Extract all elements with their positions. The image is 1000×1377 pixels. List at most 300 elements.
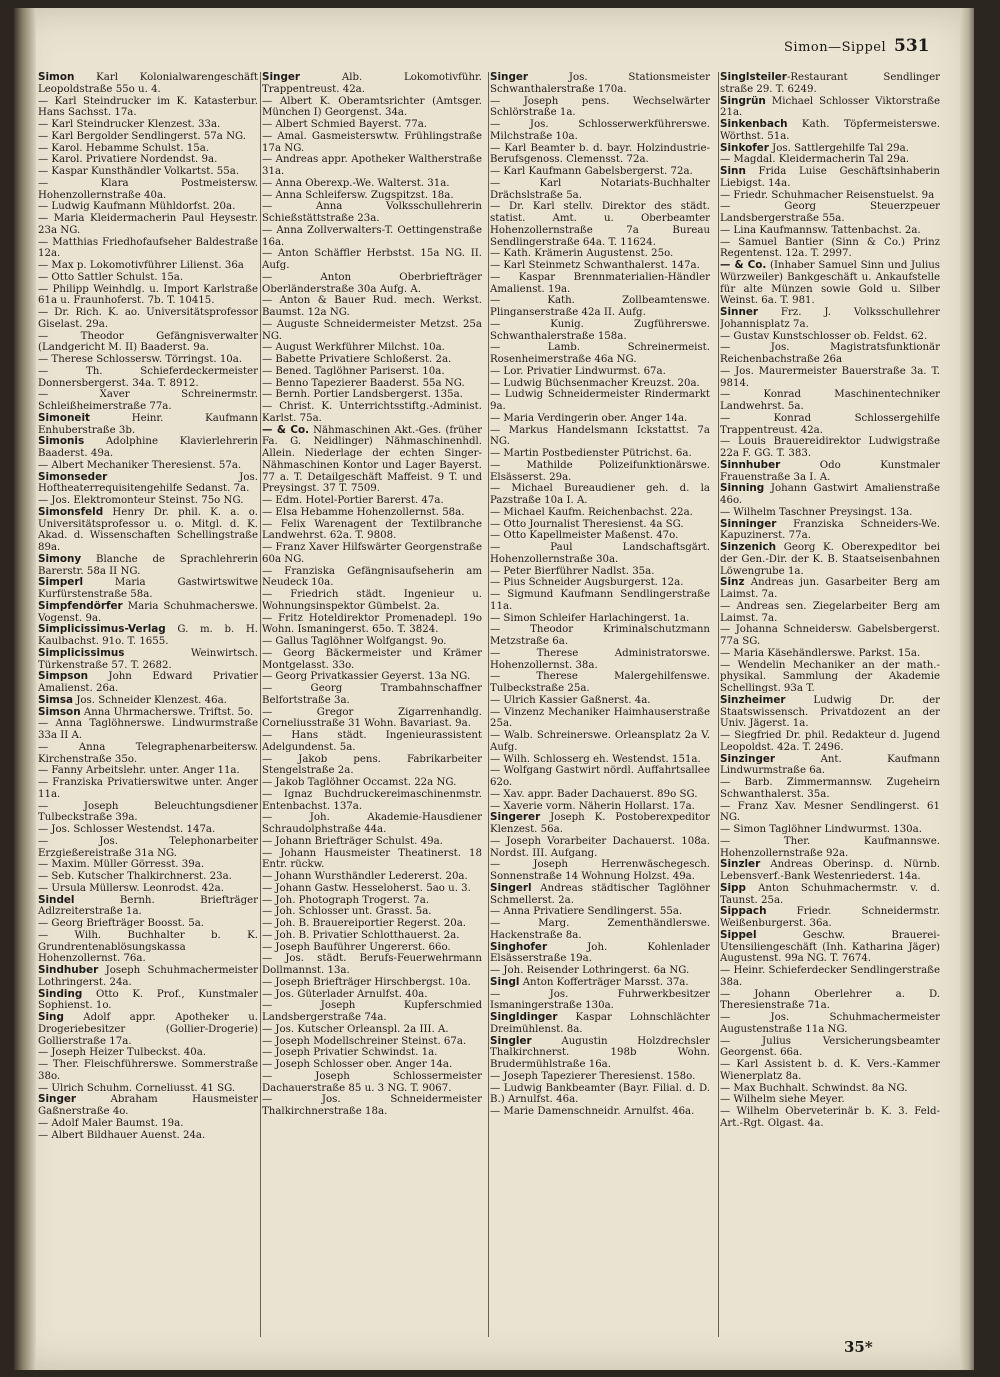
directory-entry: [490, 1106, 710, 1118]
entry-text: — Karl Steindrucker im K. Katasterbur. Hans Sachsst. 17a.: [38, 95, 258, 119]
entry-text: Otto K. Prof., Kunstmaler Sophienst. 1o.: [38, 988, 258, 1012]
entry-text: — Jakob pens. Fabrikarbeiter Stengelstraße 2a.: [262, 753, 482, 777]
directory-entry: [720, 859, 940, 883]
directory-entry: [38, 307, 258, 331]
directory-entry: [490, 883, 710, 907]
entry-text: — Philipp Weinhdlg. u. Import Karlstraße 61a u. Fraunhoferst. 7b. T. 10415.: [38, 283, 258, 307]
entry-surname: Singer: [38, 1094, 77, 1106]
entry-text: — Anna Taglöhnerswe. Lindwurmstraße 33a II A.: [38, 718, 258, 741]
directory-entry: [38, 507, 258, 554]
entry-text: — Mathilde Polizeifunktionärswe. Elsässerst. 29a.: [490, 459, 710, 483]
directory-entry: [38, 695, 258, 707]
entry-text: Joseph Schuhmachermeister Lothringerst. 24a.: [38, 965, 258, 988]
entry-surname: Singlsteiler: [720, 72, 787, 83]
directory-entry: [490, 989, 710, 1013]
directory-entry: [38, 143, 258, 155]
entry-text: Joh. Kohlenlader Elsässerstraße 19a.: [490, 941, 710, 965]
entry-surname: Simony: [38, 553, 82, 565]
directory-entry: [490, 859, 710, 883]
entry-text: — Ulrich Kassier Gaßnerst. 4a.: [490, 694, 651, 706]
directory-entry: [490, 319, 710, 343]
directory-entry: [38, 601, 258, 625]
entry-text: — Karl Beamter b. d. bayr. Holzindustrie-Berufsgenoss. Clemensst. 72a.: [490, 142, 710, 166]
entry-text: — Ulrich Schuhm. Corneliusst. 41 SG.: [38, 1082, 236, 1094]
entry-text: Joseph K. Postoberexpeditor Klenzest. 56a.: [490, 812, 710, 835]
directory-entry: [490, 72, 710, 96]
entry-text: — Joh. Reisender Lothringerst. 6a NG.: [490, 965, 690, 976]
directory-entry: [38, 883, 258, 895]
directory-entry: [262, 190, 482, 202]
directory-entry: [490, 201, 710, 248]
directory-entry: [38, 930, 258, 965]
directory-entry: [38, 671, 258, 695]
directory-entry: [38, 260, 258, 272]
entry-surname: Sinninger: [720, 518, 777, 530]
entry-text: — Franz Xav. Mesner Sendlingerst. 61 NG.: [720, 800, 940, 824]
entry-text: — Babette Privatiere Schloßerst. 2a.: [262, 354, 452, 365]
directory-entry: [490, 519, 710, 531]
directory-entry: [262, 342, 482, 354]
entry-text: Adolf appr. Apotheker u. Drogeriebesitzer (Gollier-Drogerie) Gollierstraße 17a.: [38, 1012, 258, 1047]
directory-entry: [38, 1094, 258, 1118]
directory-entry: [262, 1000, 482, 1024]
directory-entry: [262, 848, 482, 872]
entry-text: — Joh. B. Brauereiportier Regerst. 20a.: [262, 918, 467, 929]
entry-text: — Karl Steindrucker Klenzest. 33a.: [38, 119, 221, 130]
entry-text: — Albert Bildhauer Auenst. 24a.: [38, 1129, 206, 1141]
entry-text: — Johanna Schneidersw. Gabelsbergerst. 77a SG.: [720, 624, 940, 647]
directory-entry: [490, 577, 710, 589]
directory-entry: [720, 542, 940, 577]
directory-entry: [38, 801, 258, 825]
entry-text: — Joseph Modellschreiner Steinst. 67a.: [262, 1035, 467, 1047]
entry-text: — Otto Sattler Schulst. 15a.: [38, 271, 184, 283]
entry-text: — Wilh. Buchhalter b. K. Grundrentenablösungskassa Hohenzollernst. 76a.: [38, 929, 258, 965]
entry-text: — Franziska Privatierswitwe unter. Anger 11a.: [38, 777, 258, 800]
entry-surname: Sinkofer: [720, 142, 769, 154]
directory-entry: [38, 1059, 258, 1083]
entry-text: — Benno Tapezierer Baaderst. 55a NG.: [262, 377, 465, 389]
entry-text: — Joh. Akademie-Hausdiener Schraudolphstraße 44a.: [262, 812, 482, 835]
directory-entry: [38, 460, 258, 472]
entry-text: — Joseph Privatier Schwindst. 1a.: [262, 1047, 438, 1059]
directory-page: [14, 8, 974, 1370]
entry-text: — Ludwig Büchsenmacher Kreuzst. 20a.: [490, 377, 700, 389]
directory-entry: [262, 836, 482, 848]
entry-text: — Kath. Zollbeamtenswe. Plinganserstraße 42a II. Aufg.: [490, 295, 710, 318]
directory-entry: [262, 401, 482, 425]
entry-text: — Julius Versicherungsbeamter Georgenst. 66a.: [720, 1035, 940, 1059]
directory-entry: [38, 1118, 258, 1130]
directory-entry: [38, 718, 258, 742]
entry-text: — Peter Bierführer Nadlst. 35a.: [490, 565, 655, 577]
directory-entry: [490, 389, 710, 413]
entry-text: — Jos. Schlosserwerkführerswe. Milchstraße 10a.: [490, 119, 710, 142]
directory-entry: [262, 1059, 482, 1071]
directory-entry: [38, 554, 258, 578]
directory-entry: [38, 413, 258, 437]
entry-text: — Karol. Hebamme Schulst. 15a.: [38, 142, 210, 154]
entry-text: — Michael Bureaudiener geh. d. la Pazstraße 10a I. A.: [490, 483, 710, 506]
directory-entry: [490, 1083, 710, 1107]
entry-text: — Kaspar Brennmaterialien-Händler Amalienst. 19a.: [490, 271, 710, 295]
directory-entry: [720, 507, 940, 519]
directory-entry: [38, 895, 258, 919]
directory-entry: [262, 248, 482, 272]
entry-text: — Paul Landschaftsgärt. Hohenzollernstraße 30a.: [490, 542, 710, 565]
entry-text: — Joseph pens. Wechselwärter Schlörstraße 1a.: [490, 95, 710, 119]
entry-text: (Inhaber Samuel Sinn und Julius Würzweiler) Bankgeschäft u. Ankaufstelle für alte Münzen sowie Gold u. Silber Weinst. 6a. T. 981.: [720, 260, 940, 307]
directory-entry: [38, 96, 258, 120]
entry-text: — Jos. Schneidermeister Thalkirchnerstraße 18a.: [262, 1094, 482, 1117]
entry-surname: Sinkenbach: [720, 119, 788, 130]
directory-entry: [262, 977, 482, 989]
directory-entry: [262, 754, 482, 778]
directory-entry: [490, 366, 710, 378]
entry-text: — Anton Schäffler Herbstst. 15a NG. II. Aufg.: [262, 248, 482, 271]
directory-entry: [720, 824, 940, 836]
directory-entry: [38, 237, 258, 261]
book-gutter: [14, 8, 36, 1370]
entry-text: — Marg. Zementhändlerswe. Hackenstraße 8a.: [490, 918, 710, 941]
directory-entry: [262, 72, 482, 96]
directory-entry: [38, 836, 258, 860]
entry-text: — Adolf Maler Baumst. 19a.: [38, 1117, 184, 1129]
entry-text: — Xav. appr. Bader Dachauerst. 89o SG.: [490, 788, 698, 800]
entry-text: — Lina Kaufmannsw. Tattenbachst. 2a.: [720, 224, 921, 236]
directory-entry: [720, 601, 940, 625]
entry-text: — Kunig. Zugführerswe. Schwanthalerstraße 158a.: [490, 318, 710, 342]
entry-surname: Sinning: [720, 483, 765, 495]
entry-text: — Samuel Bantier (Sinn & Co.) Prinz Regentenst. 12a. T. 2997.: [720, 236, 940, 260]
entry-surname: Singldinger: [490, 1012, 558, 1023]
entry-text: — Wilhelm siehe Meyer.: [720, 1094, 845, 1106]
directory-entry: [262, 871, 482, 883]
entry-text: — Ludwig Schneidermeister Rindermarkt 9a.: [490, 389, 710, 412]
entry-surname: Sindel: [38, 894, 75, 906]
directory-entry: [490, 965, 710, 977]
directory-entry: [262, 789, 482, 813]
entry-text: — Anna Volksschullehrerin Schießstättstraße 23a.: [262, 201, 482, 224]
entry-text: — Johann Wursthändler Ledererst. 20a.: [262, 871, 468, 882]
entry-text: — Anton Oberbriefträger Oberländerstraße 30a Aufg. A.: [262, 271, 482, 295]
entry-text: — Ther. Kaufmannswe. Hohenzollernstraße 92a.: [720, 835, 940, 859]
directory-entry: [490, 836, 710, 860]
column-3: [490, 72, 710, 1118]
entry-text: Jos. Schneider Klenzest. 46a.: [73, 694, 227, 706]
directory-entry: [490, 425, 710, 449]
entry-text: — Kaspar Kunsthändler Volkartst. 55a.: [38, 166, 240, 177]
directory-entry: [262, 812, 482, 836]
directory-entry: [490, 918, 710, 942]
directory-entry: [38, 707, 258, 719]
entry-text: — Pius Schneider Augsburgerst. 12a.: [490, 577, 684, 589]
entry-text: — Max Buchhalt. Schwindst. 8a NG.: [720, 1082, 908, 1094]
directory-entry: [38, 354, 258, 366]
directory-entry: [720, 577, 940, 601]
directory-entry: [38, 366, 258, 390]
column-4: [720, 72, 940, 1130]
entry-text: — Therese Schlossersw. Törringst. 10a.: [38, 354, 243, 365]
entry-text: Andreas städtischer Taglöhner Schmellerst. 2a.: [490, 882, 710, 906]
entry-text: Michael Schlosser Viktorstraße 21a.: [720, 95, 940, 119]
directory-entry: [720, 801, 940, 825]
entry-text: — Markus Handelsmann Ickstattst. 7a NG.: [490, 424, 710, 448]
entry-text: — Ludwig Bankbeamter (Bayr. Filial. d. D. B.) Arnulfst. 46a.: [490, 1082, 710, 1106]
entry-text: — Joseph Bauführer Ungererst. 66o.: [262, 941, 451, 953]
entry-text: — Sigmund Kaufmann Sendlingerstraße 11a.: [490, 589, 710, 612]
entry-surname: Simon: [38, 72, 75, 83]
entry-text: — Edm. Hotel-Portier Barerst. 47a.: [262, 495, 444, 506]
entry-text: — Maxim. Müller Görresst. 39a.: [38, 859, 205, 871]
directory-entry: [720, 695, 940, 730]
directory-entry: [262, 389, 482, 401]
entry-text: — Georg Privatkassier Geyerst. 13a NG.: [262, 671, 471, 683]
entry-text: — Karl Bergolder Sendlingerst. 57a NG.: [38, 130, 247, 142]
directory-entry: [720, 1012, 940, 1036]
directory-entry: [490, 624, 710, 648]
entry-text: — Joseph Beleuchtungsdiener Tulbeckstraße 39a.: [38, 800, 258, 824]
directory-entry: [38, 436, 258, 460]
directory-entry: [490, 589, 710, 613]
entry-text: Kaspar Lohnschlächter Dreimühlenst. 8a.: [490, 1012, 710, 1035]
entry-text: — Joh. Photograph Trogerst. 7a.: [262, 894, 430, 906]
entry-text: — Walb. Schreinerswe. Orleansplatz 2a V. Aufg.: [490, 730, 710, 753]
entry-text: — Michael Kaufm. Reichenbachst. 22a.: [490, 506, 693, 518]
entry-text: — Joseph Briefträger Hirschbergst. 10a.: [262, 976, 471, 988]
directory-columns: [38, 72, 958, 1332]
directory-entry: [38, 1047, 258, 1059]
directory-entry: [720, 460, 940, 484]
directory-entry: [720, 143, 940, 155]
entry-text: Frida Luise Geschäftsinhaberin Liebigst. 14a.: [720, 166, 940, 189]
directory-entry: [720, 989, 940, 1013]
entry-text: — Hans städt. Ingenieurassistent Adelgundenst. 5a.: [262, 730, 482, 753]
entry-text: — Elsa Hebamme Hohenzollernst. 58a.: [262, 506, 465, 518]
directory-entry: [38, 859, 258, 871]
directory-entry: [720, 201, 940, 225]
entry-text: John Edward Privatier Amalienst. 26a.: [38, 671, 258, 694]
entry-text: — Gustav Kunstschlosser ob. Feldst. 62.: [720, 330, 928, 342]
entry-surname: Simsa: [38, 694, 74, 706]
entry-text: Bernh. Briefträger Adlzreiterstraße 1a.: [38, 894, 258, 918]
directory-entry: [262, 1036, 482, 1048]
entry-text: — Ther. Fleischführerswe. Sommerstraße 38o.: [38, 1059, 258, 1082]
entry-text: — Wilhelm Taschner Preysingst. 13a.: [720, 506, 913, 518]
entry-text: Odo Kunstmaler Frauenstraße 3a I. A.: [720, 459, 940, 483]
entry-text: — Karol. Privatiere Nordendst. 9a.: [38, 154, 218, 166]
directory-entry: [38, 1012, 258, 1047]
directory-entry: [720, 930, 940, 965]
entry-text: — Georg Briefträger Boosst. 5a.: [38, 918, 205, 929]
directory-entry: [720, 119, 940, 143]
entry-text: — Heinr. Schieferdecker Sendlingerstraße 38a.: [720, 965, 940, 988]
directory-entry: [720, 1059, 940, 1083]
entry-text: — Th. Schieferdeckermeister Donnersbergerst. 34a. T. 8912.: [38, 365, 258, 389]
entry-surname: Simplicissimus-Verlag: [38, 624, 166, 636]
entry-text: — Andreas appr. Apotheker Waltherstraße 31a.: [262, 154, 482, 177]
directory-entry: [720, 96, 940, 120]
directory-entry: [38, 284, 258, 308]
entry-text: — Franziska Gefängnisaufseherin am Neudeck 10a.: [262, 565, 482, 589]
entry-surname: Simpfendörfer: [38, 600, 123, 612]
directory-entry: [490, 789, 710, 801]
entry-text: — Max p. Lokomotivführer Lilienst. 36a: [38, 260, 244, 271]
directory-entry: [262, 930, 482, 942]
entry-text: -Restaurant Sendlinger straße 29. T. 6249.: [720, 72, 940, 95]
entry-surname: Singler: [490, 1035, 532, 1047]
directory-entry: [720, 331, 940, 343]
entry-surname: Simplicissimus: [38, 647, 125, 659]
directory-entry: [490, 507, 710, 519]
directory-entry: [262, 319, 482, 343]
directory-entry: [262, 225, 482, 249]
directory-entry: [262, 895, 482, 907]
directory-entry: [720, 1036, 940, 1060]
entry-text: — Johann Gastw. Hesseloherst. 5ao u. 3.: [262, 882, 471, 894]
directory-entry: [720, 730, 940, 754]
directory-entry: [720, 307, 940, 331]
directory-entry: [262, 777, 482, 789]
entry-surname: Simperl: [38, 577, 84, 589]
entry-text: — Jos. Elektromonteur Steinst. 75o NG.: [38, 495, 244, 506]
directory-entry: [490, 119, 710, 143]
entry-text: — Friedrich städt. Ingenieur u. Wohnungsinspektor Gümbelst. 2a.: [262, 589, 482, 612]
entry-text: — Karl Notariats-Buchhalter Drächslstraße 5a.: [490, 177, 710, 201]
directory-entry: [262, 883, 482, 895]
entry-text: — Wilhelm Oberveterinär b. K. 3. Feld-Art.-Rgt. Olgast. 4a.: [720, 1106, 940, 1129]
entry-text: — Albert K. Oberamtsrichter (Amtsger. München I) Georgenst. 34a.: [262, 95, 482, 119]
directory-entry: [38, 272, 258, 284]
entry-text: Augustin Holzdrechsler Thalkirchnerst. 198b Wohn. Brudermühlstraße 16a.: [490, 1035, 710, 1070]
entry-text: — Xaverie vorm. Näherin Hollarst. 17a.: [490, 800, 695, 812]
entry-text: — Siegfried Dr. phil. Redakteur d. Jugend Leopoldst. 42a. T. 2496.: [720, 730, 940, 753]
entry-surname: Simonseder: [38, 471, 108, 483]
entry-text: Alb. Lokomotivführ. Trappentreust. 42a.: [262, 72, 482, 95]
entry-text: Andreas jun. Gasarbeiter Berg am Laimst. 7a.: [720, 577, 940, 600]
directory-entry: [262, 671, 482, 683]
entry-text: — Friedr. Schuhmacher Reisenstuelst. 9a: [720, 189, 935, 201]
entry-text: — Therese Malergehilfenswe. Tulbeckstraße 25a.: [490, 671, 710, 694]
entry-text: Franziska Schneiders-We. Kapuzinerst. 77a.: [720, 518, 940, 542]
entry-text: — Joseph Tapezierer Theresienst. 158o.: [490, 1070, 696, 1082]
directory-entry: [262, 507, 482, 519]
entry-text: — August Werkführer Milchst. 10a.: [262, 342, 445, 354]
directory-entry: [490, 801, 710, 813]
entry-text: Anton Schuhmachermstr. v. d. Taunst. 25a.: [720, 882, 940, 906]
directory-entry: [490, 648, 710, 672]
directory-entry: [38, 577, 258, 601]
entry-text: Anton Kofferträger Marsst. 37a.: [519, 976, 689, 988]
directory-entry: [262, 154, 482, 178]
directory-entry: [262, 201, 482, 225]
entry-text: — Marie Damenschneidr. Arnulfst. 46a.: [490, 1106, 695, 1117]
directory-entry: [490, 260, 710, 272]
directory-entry: [720, 754, 940, 778]
entry-text: — Maria Käsehändlerswe. Parkst. 15a.: [720, 647, 921, 659]
page-number: 531: [894, 36, 930, 56]
directory-entry: [720, 777, 940, 801]
entry-text: Friedr. Schneidermstr. Weißenburgerst. 36a.: [720, 906, 940, 929]
directory-entry: [262, 918, 482, 930]
directory-entry: [490, 448, 710, 460]
directory-entry: [720, 260, 940, 307]
directory-entry: [720, 519, 940, 543]
directory-entry: [38, 119, 258, 131]
entry-text: Jos. Stationsmeister Schwanthalerstraße 170a.: [490, 72, 710, 95]
directory-entry: [38, 742, 258, 766]
directory-entry: [490, 342, 710, 366]
directory-entry: [262, 366, 482, 378]
directory-entry: [490, 765, 710, 789]
directory-entry: [38, 201, 258, 213]
entry-surname: Sinzenich: [720, 542, 777, 553]
entry-text: — Klara Postmeistersw. Hohenzollernstraße 40a.: [38, 177, 258, 201]
directory-entry: [490, 460, 710, 484]
entry-text: — Amal. Gasmeisterswtw. Frühlingstraße 17a NG.: [262, 130, 482, 154]
directory-entry: [490, 730, 710, 754]
directory-entry: [490, 1012, 710, 1036]
entry-surname: Sinzinger: [720, 753, 776, 765]
entry-text: — Christ. K. Unterrichtsstiftg.-Administ. Karlst. 75a.: [262, 401, 482, 424]
entry-text: Anna Uhrmacherswe. Triftst. 5o.: [80, 706, 254, 718]
entry-surname: Simson: [38, 706, 81, 718]
directory-entry: [720, 166, 940, 190]
entry-text: Kath. Töpfermeisterswe. Wörthst. 51a.: [720, 119, 940, 142]
entry-text: — Albert Mechaniker Theresienst. 57a.: [38, 459, 242, 471]
directory-entry: [262, 495, 482, 507]
entry-text: Johann Gastwirt Amalienstraße 46o.: [720, 483, 940, 506]
entry-text: — Lamb. Schreinermeist. Rosenheimerstraße 46a NG.: [490, 342, 710, 365]
entry-surname: Simpson: [38, 671, 89, 683]
directory-entry: [38, 213, 258, 237]
entry-text: — Ursula Müllersw. Leonrodst. 42a.: [38, 882, 224, 894]
column-rule: [718, 72, 719, 1337]
entry-surname: Sinner: [720, 307, 759, 318]
directory-entry: [262, 295, 482, 319]
entry-text: — Georg Bäckermeister und Krämer Montgelasst. 33o.: [262, 647, 482, 671]
directory-entry: [720, 1094, 940, 1106]
entry-text: Jos. Hoftheaterrequisitengehilfe Sedanst. 7a.: [38, 471, 258, 495]
directory-entry: [262, 953, 482, 977]
entry-surname: Sinding: [38, 988, 83, 1000]
entry-text: — Joseph Schlosser ober. Anger 14a.: [262, 1059, 453, 1070]
directory-entry: [490, 613, 710, 625]
entry-text: — Theodor Gefängnisverwalter (Landgericht M. II) Baaderst. 9a.: [38, 330, 258, 354]
entry-text: — Wendelin Mechaniker an der math.-physikal. Sammlung der Akademie Schellingst. 93a T.: [720, 659, 940, 694]
entry-text: — Gregor Zigarrenhandlg. Corneliusstraße 31 Wohn. Bavariast. 9a.: [262, 706, 482, 730]
entry-text: — Karl Assistent b. d. K. Vers.-Kammer Wienerplatz 8a.: [720, 1059, 940, 1082]
page-edge: [960, 8, 974, 1370]
entry-text: — Jos. Güterlader Arnulfst. 40a.: [262, 988, 428, 1000]
entry-text: — Wilh. Schlosserg eh. Westendst. 151a.: [490, 753, 701, 765]
running-head: Simon—Sippel: [784, 40, 887, 55]
entry-surname: — & Co.: [262, 424, 310, 436]
entry-surname: Sing: [38, 1012, 64, 1023]
entry-text: — Therese Administratorswe. Hohenzollernst. 38a.: [490, 647, 710, 671]
entry-text: — Louis Brauereidirektor Ludwigstraße 22a F. GG. T. 383.: [720, 436, 940, 459]
directory-entry: [262, 378, 482, 390]
directory-entry: [262, 707, 482, 731]
directory-entry: [490, 707, 710, 731]
directory-entry: [490, 166, 710, 178]
directory-entry: [490, 695, 710, 707]
directory-entry: [38, 624, 258, 648]
entry-text: — Otto Journalist Theresienst. 4a SG.: [490, 518, 684, 530]
entry-text: — Bernh. Portier Landsbergerst. 135a.: [262, 389, 463, 401]
directory-entry: [490, 178, 710, 202]
entry-text: — Albert Schmied Bayerst. 77a.: [262, 119, 428, 130]
